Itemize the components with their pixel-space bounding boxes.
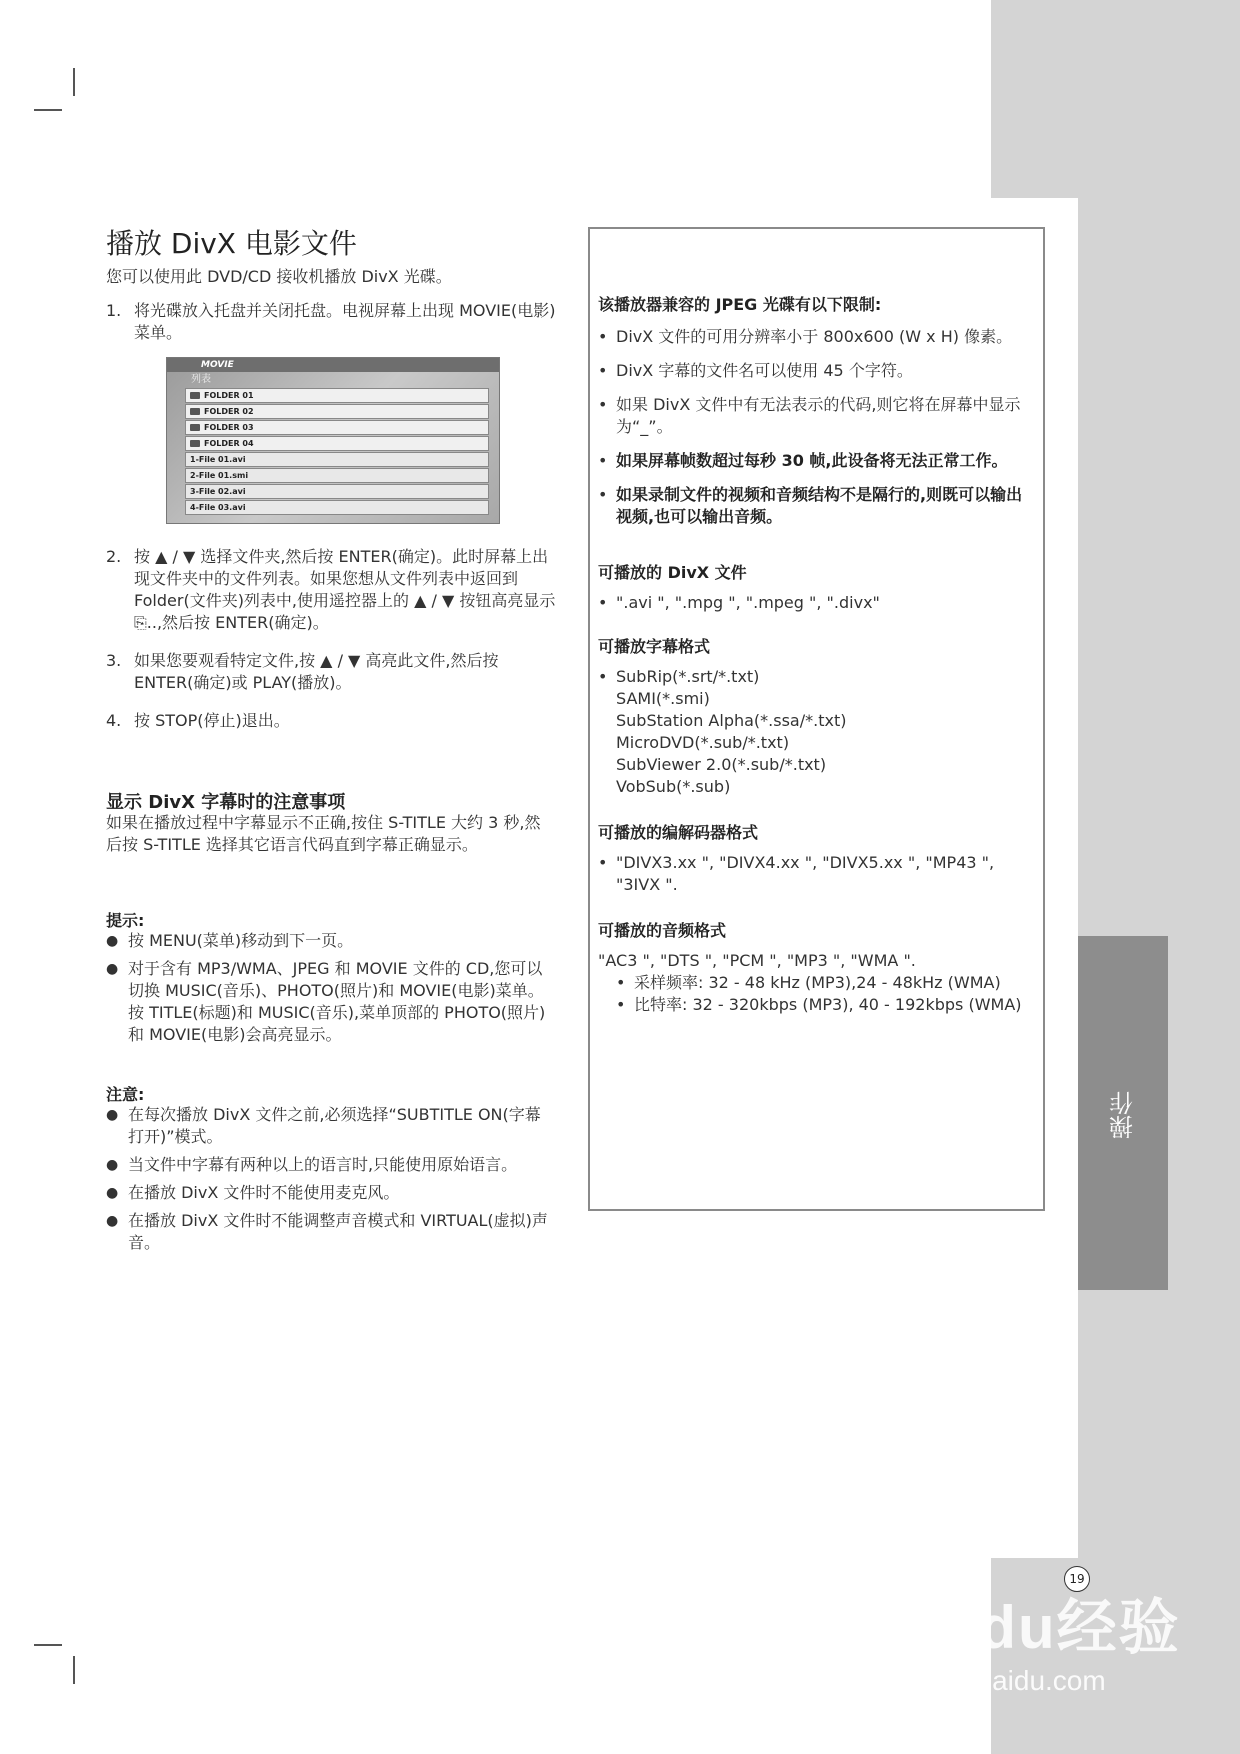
step-item [106,546,556,634]
notes-list [106,1104,556,1260]
subtitle-formats [598,666,1038,798]
tips-heading: 提示: [106,911,145,930]
bullet-icon: • [598,395,608,414]
bullet-icon: • [598,451,608,470]
playable-files-heading: 可播放的 DivX 文件 [598,563,747,582]
bit-rate: • 比特率: 32 - 320kbps (MP3), 40 - 192kbps (WMA) [616,995,1022,1014]
codec-formats: • "DIVX3.xx ", "DIVX4.xx ", "DIVX5.xx ", "MP43 ", "3IVX ". [598,853,995,894]
bullet-icon: • [616,973,626,992]
page-title: 播放 DivX 电影文件 [106,227,357,260]
restriction-item-bold: • 如果录制文件的视频和音频结构不是隔行的,则既可以输出视频,也可以输出音频。 [598,485,1023,526]
bullet-icon: • [598,485,608,504]
note-item: ● 在每次播放 DivX 文件之前,必须选择“SUBTITLE ON(字幕打开)”模式。 [106,1105,541,1146]
bullet-icon: • [598,667,608,686]
step-number: 2. [106,547,122,566]
bullet-icon: • [598,853,608,872]
section-tab-label: 操作 [1109,1091,1138,1139]
intro-text: 您可以使用此 DVD/CD 接收机播放 DivX 光碟。 [106,267,452,286]
step-text: 按 STOP(停止)退出。 [134,711,290,730]
bullet-icon: • [598,593,608,612]
bullet-icon: ● [106,1185,119,1201]
step-number: 3. [106,651,122,670]
tip-item: ● 按 MENU(菜单)移动到下一页。 [106,931,354,950]
crop-mark [73,68,75,96]
subtitle-section-text: 如果在播放过程中字幕显示不正确,按住 S-TITLE 大约 3 秒,然后按 S-TITLE 选择其它语言代码直到字幕正确显示。 [106,813,541,854]
menu-list-label: 列表 [191,374,211,385]
step-text: 如果您要观看特定文件,按 ▲ / ▼ 高亮此文件,然后按 ENTER(确定)或 PLAY(播放)。 [134,651,499,692]
steps-list-continued [106,546,556,746]
menu-row: 4-File 03.avi [185,500,489,515]
folder-icon [190,424,200,431]
page-number: 19 [1064,1566,1090,1592]
menu-header: MOVIE [167,358,499,372]
bullet-icon: ● [106,961,119,977]
codec-heading: 可播放的编解码器格式 [598,823,759,842]
margin-band-top [991,0,1240,198]
menu-row: 3-File 02.avi [185,484,489,499]
note-item: ● 在播放 DivX 文件时不能使用麦克风。 [106,1183,400,1202]
watermark-url: jingyan.baidu.com [880,1665,1106,1696]
menu-row: FOLDER 04 [185,436,489,451]
subtitle-formats-heading: 可播放字幕格式 [598,637,711,656]
restrictions-content [598,294,1038,1028]
menu-row: FOLDER 03 [185,420,489,435]
step-item [106,650,556,694]
menu-row: 2-File 01.smi [185,468,489,483]
subtitle-section-heading: 显示 DivX 字幕时的注意事项 [106,792,346,813]
restriction-item: • DivX 文件的可用分辨率小于 800x600 (W x H) 像素。 [598,327,1013,346]
folder-icon [190,408,200,415]
playable-files: • ".avi ", ".mpg ", ".mpeg ", ".divx" [598,593,880,612]
bullet-icon: • [598,327,608,346]
step-text: 将光碟放入托盘并关闭托盘。电视屏幕上出现 MOVIE(电影)菜单。 [134,301,556,342]
step-text: 按 ▲ / ▼ 选择文件夹,然后按 ENTER(确定)。此时屏幕上出现文件夹中的文件列表。如果您想从文件列表中返回到 Folder(文件夹)列表中,使用遥控器上的 ▲ / ▼ 按钮高亮显示 ⎘..,然后按 ENTER(确定)。 [134,547,556,632]
watermark-logo: Baidu经验 [880,1594,1181,1661]
step-number: 4. [106,711,122,730]
bullet-icon: ● [106,1213,119,1229]
audio-formats: "AC3 ", "DTS ", "PCM ", "MP3 ", "WMA ". [598,951,916,970]
margin-band [1078,198,1240,1558]
note-item: ● 当文件中字幕有两种以上的语言时,只能使用原始语言。 [106,1155,518,1174]
step-item [106,710,556,732]
bullet-icon: • [598,361,608,380]
folder-icon [190,392,200,399]
restrictions-heading: 该播放器兼容的 JPEG 光碟有以下限制: [598,295,882,314]
crop-mark [73,1656,75,1684]
crop-mark [34,1644,62,1646]
subtitle-format-list: SubRip(*.srt/*.txt) SAMI(*.smi) SubStation Alpha(*.ssa/*.txt) MicroDVD(*.sub/*.txt) SubViewer 2.0(*.sub/*.txt) VobSub(*.sub) [616,667,847,796]
notes-heading: 注意: [106,1085,145,1104]
bullet-icon: ● [106,1157,119,1173]
note-item: ● 在播放 DivX 文件时不能调整声音模式和 VIRTUAL(虚拟)声音。 [106,1211,548,1252]
tip-item: ● 对于含有 MP3/WMA、JPEG 和 MOVIE 文件的 CD,您可以切换 MUSIC(音乐)、PHOTO(照片)和 MOVIE(电影)菜单。按 TITLE(标题)和 MUSIC(音乐),菜单顶部的 PHOTO(照片)和 MOVIE(电影)会高亮显示。 [106,959,546,1044]
step-item [106,300,556,344]
tips-list [106,930,551,1052]
folder-icon [190,440,200,447]
movie-menu-screenshot [166,357,500,524]
audio-heading: 可播放的音频格式 [598,921,727,940]
restriction-item: • DivX 字幕的文件名可以使用 45 个字符。 [598,361,913,380]
crop-mark [34,109,62,111]
restriction-item: • 如果 DivX 文件中有无法表示的代码,则它将在屏幕中显示为“_”。 [598,395,1021,436]
menu-row: 1-File 01.avi [185,452,489,467]
menu-row: FOLDER 01 [185,388,489,403]
bullet-icon: ● [106,933,119,949]
sampling-rate: • 采样频率: 32 - 48 kHz (MP3),24 - 48kHz (WMA) [616,973,1001,992]
bullet-icon: • [616,995,626,1014]
step-number: 1. [106,301,122,320]
menu-row: FOLDER 02 [185,404,489,419]
bullet-icon: ● [106,1107,119,1123]
restriction-item-bold: • 如果屏幕帧数超过每秒 30 帧,此设备将无法正常工作。 [598,451,1008,470]
steps-list [106,300,556,358]
